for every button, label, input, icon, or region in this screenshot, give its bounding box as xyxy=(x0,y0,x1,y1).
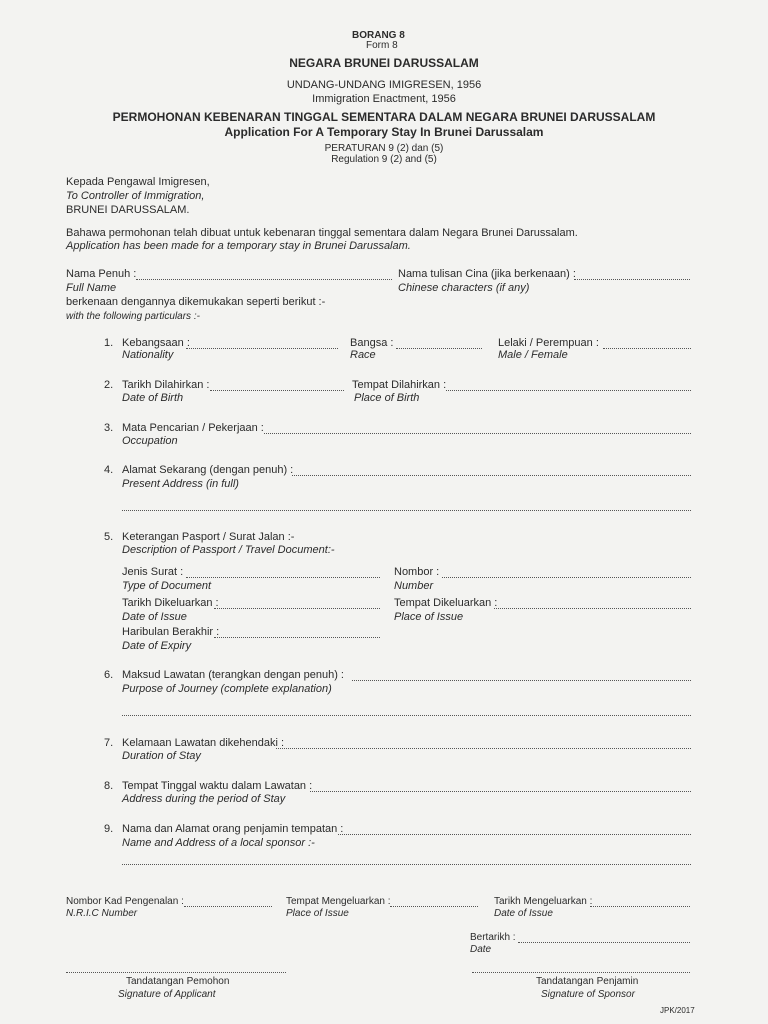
race-label-en: Race xyxy=(350,349,376,361)
form-number-en: Form 8 xyxy=(366,40,398,51)
doc-number-field[interactable] xyxy=(442,577,691,578)
sex-field[interactable] xyxy=(603,348,691,349)
duration-label-en: Duration of Stay xyxy=(122,750,201,762)
doc-issue-date-field[interactable] xyxy=(214,608,380,609)
doc-issue-place-label: Tempat Dikeluarkan : xyxy=(394,597,498,609)
sex-label-en: Male / Female xyxy=(498,349,568,361)
address-label: Alamat Sekarang (dengan penuh) : xyxy=(122,464,294,476)
dated-label-en: Date xyxy=(470,944,492,955)
nric-field[interactable] xyxy=(184,906,272,907)
nric-label-en: N.R.I.C Number xyxy=(66,908,138,919)
item-number: 9. xyxy=(104,823,114,835)
purpose-label-en: Purpose of Journey (complete explanation) xyxy=(122,683,332,695)
intro-en: Application has been made for a temporary stay in Brunei Darussalam. xyxy=(66,240,411,252)
purpose-field-line-2[interactable] xyxy=(122,715,691,716)
occupation-field[interactable] xyxy=(264,433,691,434)
doc-expiry-label-en: Date of Expiry xyxy=(122,640,192,652)
chinese-name-label-en: Chinese characters (if any) xyxy=(398,282,530,294)
nationality-field[interactable] xyxy=(186,348,338,349)
full-name-field[interactable] xyxy=(136,279,392,280)
addressee-line-2: To Controller of Immigration, xyxy=(66,190,205,202)
enactment-ms: UNDANG-UNDANG IMIGRESEN, 1956 xyxy=(286,79,482,91)
item-number: 5. xyxy=(104,531,114,543)
sponsor-ic-place-label: Tempat Mengeluarkan : xyxy=(286,896,391,907)
sponsor-field-line-2[interactable] xyxy=(122,864,691,865)
purpose-field[interactable] xyxy=(352,680,691,681)
full-name-label: Nama Penuh : xyxy=(66,268,137,280)
applicant-signature-label: Tandatangan Pemohon xyxy=(126,976,230,987)
sponsor-signature-field[interactable] xyxy=(472,972,690,973)
address-label-en: Present Address (in full) xyxy=(122,478,239,490)
sponsor-ic-date-label: Tarikh Mengeluarkan : xyxy=(494,896,593,907)
applicant-signature-label-en: Signature of Applicant xyxy=(118,989,216,1000)
doc-number-label: Nombor : xyxy=(394,566,440,578)
purpose-label: Maksud Lawatan (terangkan dengan penuh) : xyxy=(122,669,344,681)
race-field[interactable] xyxy=(396,348,482,349)
doc-number-label-en: Number xyxy=(394,580,434,592)
doc-type-field[interactable] xyxy=(186,577,380,578)
duration-label: Kelamaan Lawatan dikehendaki : xyxy=(122,737,285,749)
sponsor-field[interactable] xyxy=(338,834,691,835)
chinese-name-field[interactable] xyxy=(574,279,690,280)
sponsor-ic-place-label-en: Place of Issue xyxy=(286,908,349,919)
item-number: 3. xyxy=(104,422,114,434)
addressee-line-1: Kepada Pengawal Imigresen, xyxy=(66,176,210,188)
pob-label-en: Place of Birth xyxy=(354,392,420,404)
applicant-signature-field[interactable] xyxy=(66,972,286,973)
sex-label: Lelaki / Perempuan : xyxy=(498,337,599,349)
sponsor-ic-place-field[interactable] xyxy=(390,906,478,907)
stay-address-field[interactable] xyxy=(310,791,691,792)
form-code: JPK/2017 xyxy=(660,1006,695,1015)
regulation-ms: PERATURAN 9 (2) dan (5) xyxy=(324,143,444,154)
doc-issue-date-label-en: Date of Issue xyxy=(122,611,187,623)
doc-issue-date-label: Tarikh Dikeluarkan : xyxy=(122,597,219,609)
particulars-ms: berkenaan dengannya dikemukakan seperti berikut :- xyxy=(66,296,326,308)
occupation-label: Mata Pencarian / Pekerjaan : xyxy=(122,422,264,434)
sponsor-signature-label-en: Signature of Sponsor xyxy=(541,989,635,1000)
dob-field[interactable] xyxy=(210,390,344,391)
form-number-ms: BORANG 8 xyxy=(352,30,405,41)
stay-address-label: Tempat Tinggal waktu dalam Lawatan : xyxy=(122,780,313,792)
stay-address-label-en: Address during the period of Stay xyxy=(122,793,286,805)
particulars-en: with the following particulars :- xyxy=(66,311,200,322)
passport-heading: Keterangan Pasport / Surat Jalan :- xyxy=(122,531,295,543)
sponsor-label: Nama dan Alamat orang penjamin tempatan : xyxy=(122,823,344,835)
country-heading: NEGARA BRUNEI DARUSSALAM xyxy=(289,56,479,70)
passport-heading-en: Description of Passport / Travel Document:- xyxy=(122,544,335,556)
doc-expiry-field[interactable] xyxy=(214,637,380,638)
form-title-ms: PERMOHONAN KEBENARAN TINGGAL SEMENTARA DALAM NEGARA BRUNEI DARUSSALAM xyxy=(112,110,656,124)
item-number: 4. xyxy=(104,464,114,476)
sponsor-signature-label: Tandatangan Penjamin xyxy=(536,976,639,987)
dated-label: Bertarikh : xyxy=(470,932,516,943)
full-name-label-en: Full Name xyxy=(66,282,117,294)
item-number: 2. xyxy=(104,379,114,391)
address-field-line-2[interactable] xyxy=(122,510,691,511)
race-label: Bangsa : xyxy=(350,337,394,349)
item-number: 1. xyxy=(104,337,114,349)
dob-label: Tarikh Dilahirkan : xyxy=(122,379,210,391)
nric-label: Nombor Kad Pengenalan : xyxy=(66,896,184,907)
sponsor-label-en: Name and Address of a local sponsor :- xyxy=(122,837,315,849)
dob-label-en: Date of Birth xyxy=(122,392,184,404)
chinese-name-label: Nama tulisan Cina (jika berkenaan) : xyxy=(398,268,576,280)
pob-label: Tempat Dilahirkan : xyxy=(352,379,447,391)
dated-field[interactable] xyxy=(518,942,690,943)
item-number: 7. xyxy=(104,737,114,749)
nationality-label-en: Nationality xyxy=(122,349,174,361)
nationality-label: Kebangsaan : xyxy=(122,337,190,349)
doc-expiry-label: Haribulan Berakhir : xyxy=(122,626,220,638)
item-number: 8. xyxy=(104,780,114,792)
regulation-en: Regulation 9 (2) and (5) xyxy=(331,154,437,165)
addressee-line-3: BRUNEI DARUSSALAM. xyxy=(66,204,190,216)
doc-issue-place-field[interactable] xyxy=(494,608,691,609)
doc-type-label: Jenis Surat : xyxy=(122,566,184,578)
occupation-label-en: Occupation xyxy=(122,435,178,447)
doc-type-label-en: Type of Document xyxy=(122,580,212,592)
intro-ms: Bahawa permohonan telah dibuat untuk kebenaran tinggal sementara dalam Negara Brunei Darussalam. xyxy=(66,227,578,239)
sponsor-ic-date-field[interactable] xyxy=(590,906,690,907)
sponsor-ic-date-label-en: Date of Issue xyxy=(494,908,553,919)
item-number: 6. xyxy=(104,669,114,681)
address-field[interactable] xyxy=(292,475,691,476)
pob-field[interactable] xyxy=(446,390,691,391)
enactment-en: Immigration Enactment, 1956 xyxy=(312,93,456,105)
doc-issue-place-label-en: Place of Issue xyxy=(394,611,464,623)
form-title-en: Application For A Temporary Stay In Brunei Darussalam xyxy=(224,125,544,139)
duration-field[interactable] xyxy=(276,748,691,749)
